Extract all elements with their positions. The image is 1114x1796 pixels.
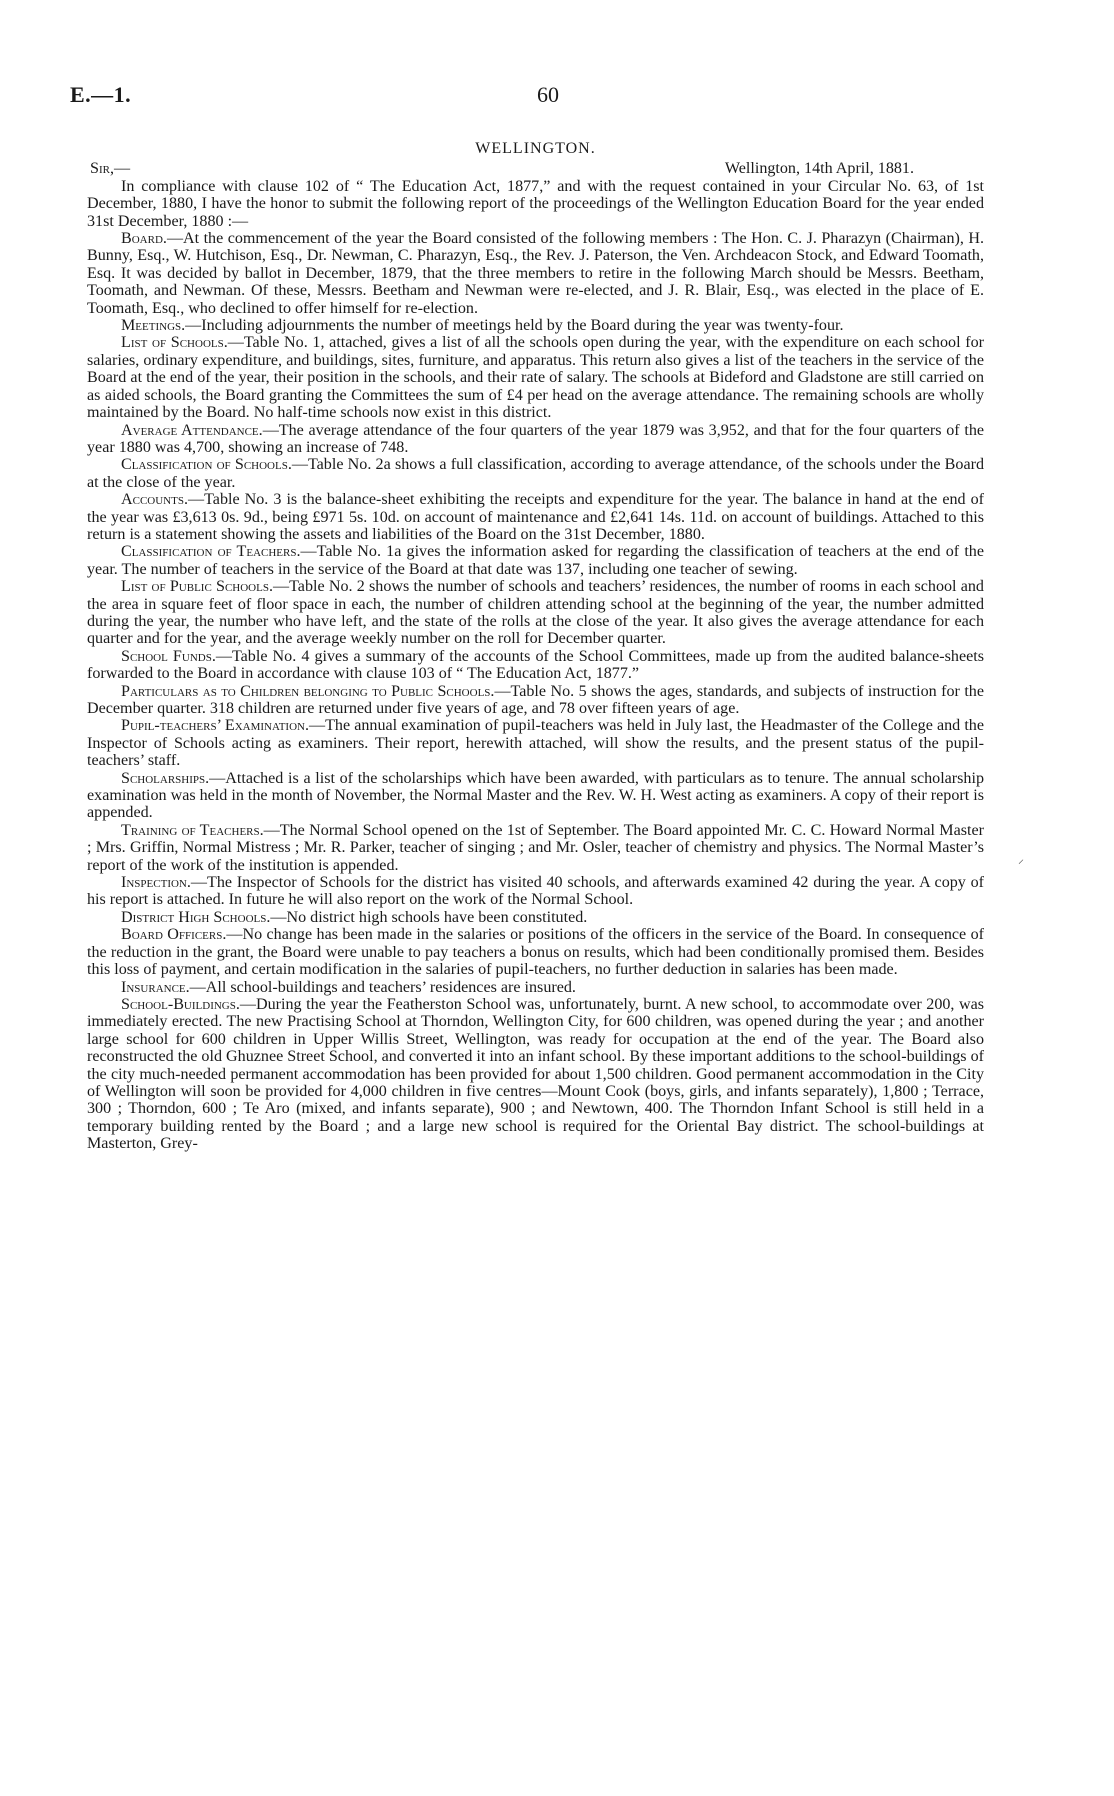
particulars-children-paragraph: [87, 683, 984, 718]
paragraph-heading: School Funds.: [121, 647, 216, 665]
paragraph-heading: Classification of Teachers.: [121, 543, 301, 561]
accounts-paragraph: [87, 491, 984, 543]
district-high-schools-paragraph: [87, 909, 984, 926]
paragraph-text: —The average attendance of the four quarters of the year 1879 was 3,952, and that for the four quarters of the year 1880 was 4,700, showing an increase of 748.: [87, 421, 985, 456]
paragraph-heading: School-Buildings.: [121, 995, 240, 1013]
inspection-paragraph: [87, 874, 984, 909]
paragraph-heading: Board.: [121, 230, 167, 248]
paragraph-heading: Board Officers.: [121, 926, 227, 944]
paragraph-heading: Pupil-teachers’ Examination.: [121, 717, 309, 735]
paragraph-text: —No district high schools have been constituted.: [270, 908, 588, 926]
list-of-schools-paragraph: [87, 334, 984, 421]
pupil-teachers-examination-paragraph: [87, 717, 984, 769]
school-funds-paragraph: [87, 648, 984, 683]
paragraph-heading: Insurance.: [121, 978, 190, 996]
paragraph-heading: Meetings.: [121, 317, 186, 335]
paragraph-text: —The Normal School opened on the 1st of September. The Board appointed Mr. C. C. Howard Normal Master ; Mrs. Griffin, Normal Mistress ; Mr. R. Parker, teacher of singing ; and Mr. Osler, teacher of chemistry and physics. The Normal Master’s report of the work of the institution is appended.: [87, 821, 984, 874]
board-officers-paragraph: [87, 926, 984, 978]
paragraph-heading: Scholarships.: [121, 769, 210, 787]
paragraph-text: —Table No. 1a gives the information asked for regarding the classification of teachers at the end of the year. The number of teachers in the service of the Board at that date was 137, including one teacher of sewing.: [87, 543, 985, 578]
paragraph-text: —Table No. 4 gives a summary of the accounts of the School Committees, made up from the audited balance-sheets forwarded to the Board in accordance with clause 103 of “ The Education Act, 1877.”: [87, 647, 984, 683]
average-attendance-paragraph: [87, 422, 984, 457]
paragraph-heading: District High Schools.: [121, 908, 271, 926]
classification-of-teachers-paragraph: [87, 543, 984, 578]
paragraph-text: —Table No. 2a shows a full classification, according to average attendance, of the schools under the Board at the close of the year.: [87, 456, 985, 491]
scholarships-paragraph: [87, 770, 984, 822]
paragraph-text: —Attached is a list of the scholarships which have been awarded, with particulars as to tenure. The annual scholarship examination was held in the month of November, the Normal Master and the Rev. W. H. West acting as examiners. A copy of their report is appended.: [87, 769, 984, 822]
paragraph-text: —The annual examination of pupil-teachers was held in July last, the Headmaster of the College and the Inspector of Schools acting as examiners. Their report, herewith attached, will show the results, and the present status of the pupil-teachers’ staff.: [87, 717, 984, 770]
paragraph-text: —During the year the Featherston School was, unfortunately, burnt. A new school, to accommodate over 200, was immediately erected. The new Practising School at Thorndon, Wellington City, for 600 children, was opened during the year ; and another large school for 600 children in Upper Willis Street, Wellington, was ready for occupation at the end of the year. The Board also reconstructed the old Ghuznee Street School, and converted it into an infant school. By these important additions to the school-buildings of the city much-needed permanent accommodation has been provided for about 1,500 children. Good permanent accommodation in the City of Wellington will soon be provided for 4,000 children in five centres—Mount Cook (boys, girls, and infants separately), 1,800 ; Terrace, 300 ; Thorndon, 600 ; Te Aro (mixed, and infants separate), 900 ; and Newtown, 400. The Thorndon Infant School is still held in a temporary building rented by the Board ; and a large new school is required for the Oriental Bay district. The school-buildings at Masterton, Grey-: [87, 995, 984, 1153]
paragraph-text: —Table No. 3 is the balance-sheet exhibiting the receipts and expenditure for the year. The balance in hand at the end of the year was £3,613 0s. 9d., being £971 5s. 10d. on account of maintenance and £2,641 14s. 11d. on account of buildings. Attached to this return is a statement showing the assets and liabilities of the Board on the 31st December, 1880.: [87, 491, 984, 543]
date-line: Wellington, 14th April, 1881.: [724, 160, 914, 178]
paragraph-text: —At the commencement of the year the Board consisted of the following members : The Hon. C. J. Pharazyn (Chairman), H. Bunny, Esq., W. Hutchison, Esq., Dr. Newman, C. Pharazyn, Esq., the Rev. J. Paterson, the Ven. Archdeacon Stock, and Edward Toomath, Esq. It was decided by ballot in December, 1879, that the three members to retire in the following March should be Messrs. Beetham, Toomath, and Newman. Of these, Messrs. Beetham and Newman were re-elected, and J. R. Blair, Esq., was elected in the place of E. Toomath, Esq., who declined to offer himself for re-election.: [87, 230, 984, 317]
paragraph-text: —The Inspector of Schools for the district has visited 40 schools, and afterwards examined 42 during the year. A copy of his report is attached. In future he will also report on the work of the Normal School.: [87, 874, 984, 909]
classification-of-schools-paragraph: [87, 456, 984, 491]
page-header: [70, 82, 1000, 112]
paragraph-text: —Table No. 5 shows the ages, standards, and subjects of instruction for the December quarter. 318 children are returned under five years of age, and 78 over fifteen years of age.: [87, 682, 984, 717]
margin-mark: ⸝: [1018, 852, 1025, 866]
salutation-line: [87, 160, 984, 177]
paragraph-text: In compliance with clause 102 of “ The Education Act, 1877,” and with the request contained in your Circular No. 63, of 1st December, 1880, I have the honor to submit the following report of the proceedings of the Wellington Education Board for the year ended 31st December, 1880 :—: [87, 177, 984, 230]
paragraph-text: —Table No. 2 shows the number of schools and teachers’ residences, the number of rooms in each school and the area in square feet of floor space in each, the number of children attending school at the beginning of the year, the number admitted during the year, the number who have left, and the state of the rolls at the close of the year. It also gives the average attendance for each quarter and for the year, and the average weekly number on the roll for December quarter.: [87, 578, 984, 648]
list-of-public-schools-paragraph: [87, 578, 984, 648]
salutation: Sir,—: [90, 160, 131, 178]
training-of-teachers-paragraph: [87, 822, 984, 874]
paragraph-heading: Particulars as to Children belonging to Public Schools.: [121, 682, 495, 700]
paragraph-text: —Including adjournments the number of meetings held by the Board during the year was twenty-four.: [185, 317, 844, 335]
board-paragraph: [87, 230, 984, 317]
paragraph-heading: Training of Teachers.: [121, 821, 264, 839]
paragraph-text: —No change has been made in the salaries or positions of the officers in the service of the Board. In consequence of the reduction in the grant, the Board were unable to pay teachers a bonus on results, which had been conditionally promised them. Besides this loss of payment, and certain modification in the salaries of pupil-teachers, no further deduction in salaries has been made.: [87, 926, 984, 979]
paragraph-heading: List of Public Schools.: [121, 578, 273, 596]
document-reference: E.—1.: [70, 82, 132, 107]
meetings-paragraph: [87, 317, 984, 334]
paragraph-heading: Accounts.: [121, 491, 188, 509]
paragraph-heading: List of Schools.: [121, 334, 228, 352]
paragraph-text: —All school-buildings and teachers’ residences are insured.: [189, 978, 576, 996]
school-buildings-paragraph: [87, 996, 984, 1153]
page-number: 60: [537, 82, 559, 107]
paragraph-heading: Average Attendance.: [121, 421, 263, 439]
report-body: [87, 140, 984, 1153]
intro-paragraph: [87, 178, 984, 230]
paragraph-heading: Classification of Schools.: [121, 456, 292, 474]
report-title: WELLINGTON.: [475, 140, 596, 157]
insurance-paragraph: [87, 979, 984, 996]
paragraph-text: —Table No. 1, attached, gives a list of all the schools open during the year, with the expenditure on each school for salaries, ordinary expenditure, and buildings, sites, furniture, and apparatus. This return also gives a list of the teachers in the service of the Board at the end of the year, their position in the schools, and their rate of salary. The schools at Bideford and Gladstone are still carried on as aided schools, the Board granting the Committees the sum of £4 per head on the average attendance. The remaining schools are wholly maintained by the Board. No half-time schools now exist in this district.: [87, 334, 984, 422]
paragraph-heading: Inspection.: [121, 874, 191, 892]
